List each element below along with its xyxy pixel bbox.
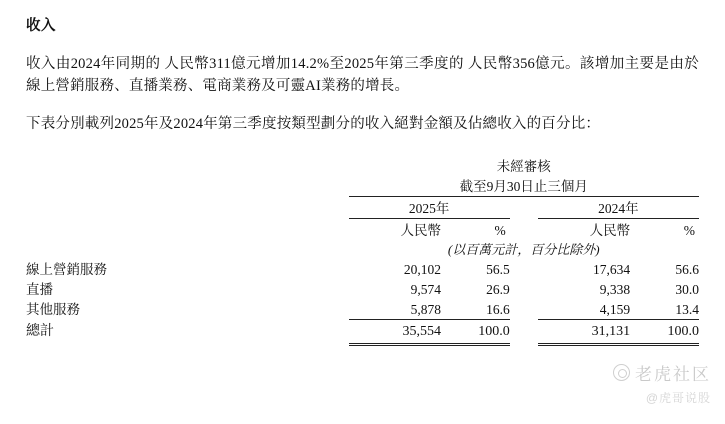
paragraph-revenue-change: 收入由2024年同期的 人民幣311億元增加14.2%至2025年第三季度的 人民幣356億元。該增加主要是由於線上營銷服務、直播業務、電商業務及可靈AI業務的增長。 — [26, 56, 699, 94]
revenue-breakdown-table — [26, 155, 699, 346]
total-prior-amount: 31,131 — [591, 323, 631, 339]
empty-cell — [26, 340, 349, 345]
table-header-period-row — [26, 175, 699, 195]
empty-cell — [26, 219, 349, 240]
row-current-percent: 26.9 — [486, 282, 510, 297]
paragraph-table-intro: 下表分別載列2025年及2024年第三季度按類型劃分的收入絕對金額及佔總收入的百分比： — [26, 116, 601, 132]
table-total-row — [26, 320, 699, 340]
subheader-currency-current: 人民幣 — [400, 223, 441, 238]
empty-cell — [26, 197, 349, 218]
total-current-amount: 35,554 — [402, 323, 441, 339]
page-title: 收入 — [26, 18, 56, 34]
year-prior: 2024年 — [598, 201, 639, 216]
year-current: 2025年 — [408, 201, 450, 216]
double-rule-prior — [538, 340, 699, 345]
row-current-percent: 56.5 — [486, 262, 510, 277]
empty-cell — [510, 298, 538, 318]
row-prior-amount: 9,338 — [599, 282, 631, 297]
table-row — [26, 258, 699, 278]
row-prior-percent: 56.6 — [675, 262, 699, 277]
table-unit-note-row — [26, 239, 699, 258]
empty-cell — [510, 340, 538, 345]
table-subheader-row — [26, 219, 699, 240]
subheader-currency-prior: 人民幣 — [589, 223, 631, 238]
row-label-other-services: 其他服務 — [26, 302, 80, 317]
empty-cell — [26, 175, 349, 195]
table-row — [26, 298, 699, 318]
row-prior-percent: 13.4 — [675, 302, 699, 317]
total-prior-percent: 100.0 — [667, 323, 699, 339]
row-current-amount: 9,574 — [410, 282, 441, 297]
empty-cell — [26, 239, 349, 258]
empty-cell — [510, 219, 538, 240]
empty-cell — [26, 155, 349, 175]
revenue-table-wrapper — [26, 155, 699, 346]
subheader-percent-prior: % — [683, 223, 695, 238]
empty-cell — [510, 258, 538, 278]
unit-note: (以百萬元計，百分比除外) — [447, 242, 600, 257]
total-current-percent: 100.0 — [478, 323, 510, 339]
row-current-amount: 20,102 — [403, 262, 441, 277]
table-header-unaudited-row — [26, 155, 699, 175]
table-row — [26, 278, 699, 298]
row-current-amount: 5,878 — [410, 302, 441, 317]
total-label: 總計 — [26, 323, 54, 339]
watermark-sub-text: @虎哥说股 — [645, 391, 711, 405]
row-prior-amount: 17,634 — [593, 262, 631, 277]
header-unaudited: 未經審核 — [496, 159, 551, 174]
empty-cell — [510, 278, 538, 298]
watermark-main-text: 老虎社区 — [635, 365, 711, 384]
row-current-percent: 16.6 — [486, 302, 510, 317]
watermark-main-row — [613, 360, 711, 385]
rule-row-total-double — [26, 340, 699, 345]
empty-cell — [510, 320, 538, 340]
subheader-percent-current: % — [494, 223, 506, 238]
empty-cell — [510, 197, 538, 218]
watermark-logo-icon — [613, 364, 630, 381]
watermark — [613, 360, 711, 406]
double-rule-current — [349, 340, 510, 345]
row-prior-percent: 30.0 — [675, 282, 699, 297]
row-label-live-streaming: 直播 — [26, 282, 53, 297]
table-year-row — [26, 197, 699, 218]
row-prior-amount: 4,159 — [599, 302, 631, 317]
row-label-online-marketing: 線上營銷服務 — [26, 262, 107, 277]
header-period: 截至9月30日止三個月 — [459, 179, 588, 194]
